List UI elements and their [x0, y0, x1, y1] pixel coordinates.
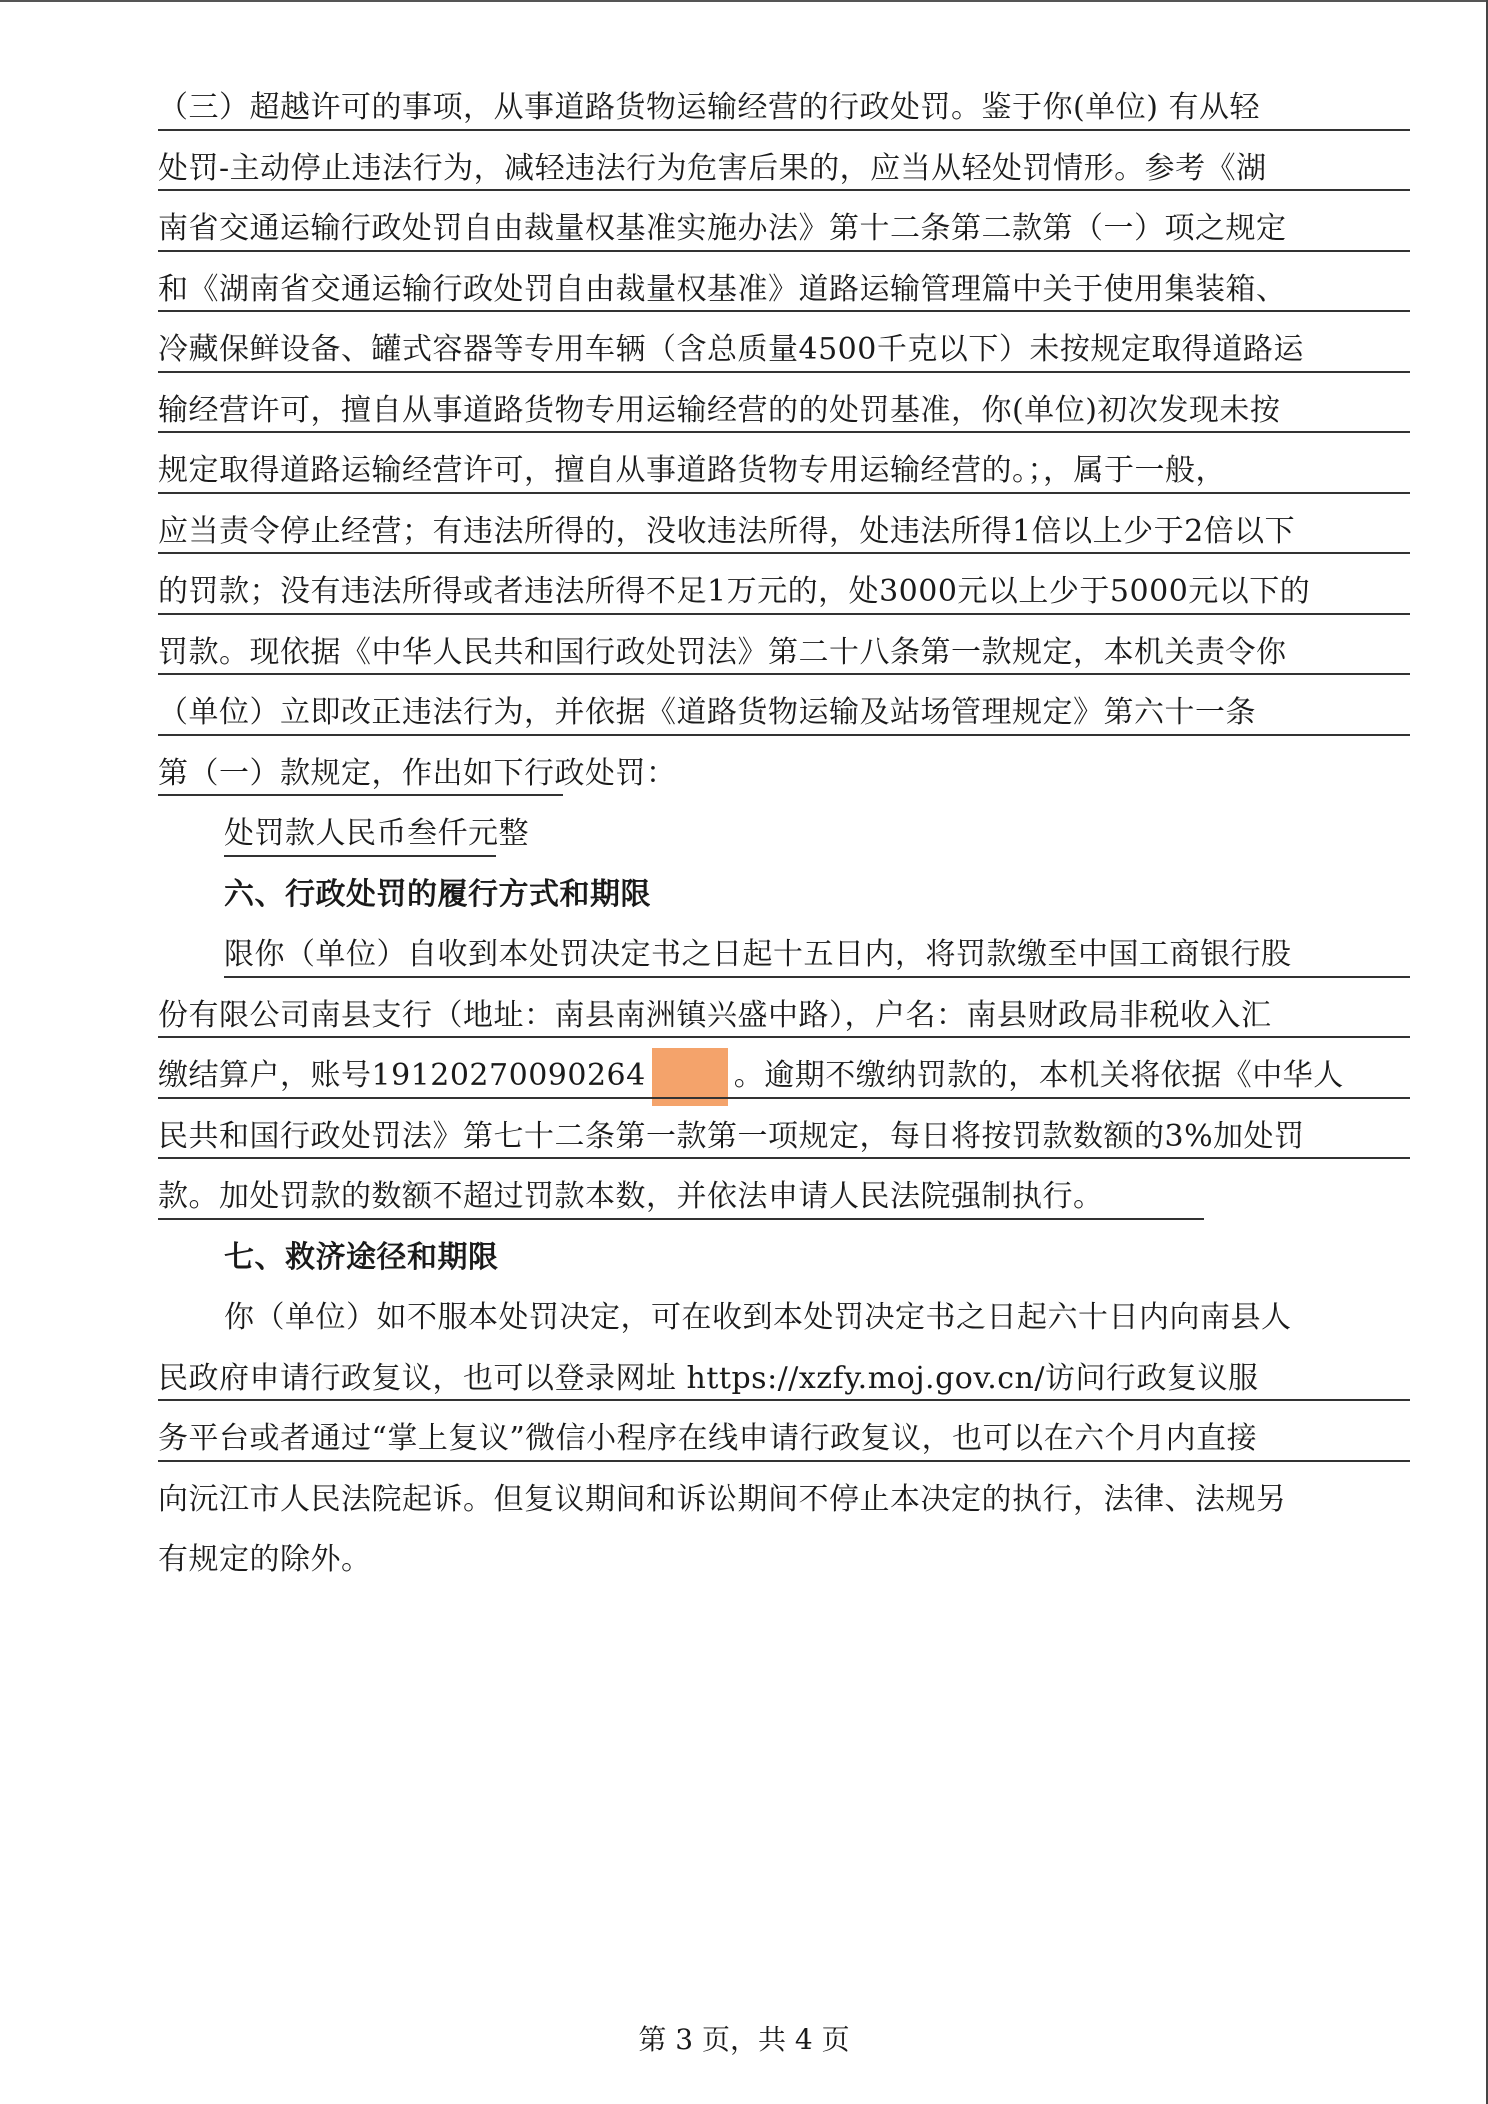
- body-line: 输经营许可，擅自从事道路货物专用运输经营的的处罚基准，你(单位)初次发现未按: [158, 381, 1410, 442]
- body-line: 规定取得道路运输经营许可，擅自从事道路货物专用运输经营的。；，属于一般，: [158, 441, 1410, 502]
- body-line: 务平台或者通过“掌上复议”微信小程序在线申请行政复议，也可以在六个月内直接: [158, 1409, 1410, 1470]
- body-line: 有规定的除外。: [158, 1542, 372, 1577]
- body-line: 份有限公司南县支行（地址：南县南洲镇兴盛中路），户名：南县财政局非税收入汇: [158, 986, 1410, 1047]
- penalty-amount: 处罚款人民币叁仟元整: [158, 804, 1410, 865]
- body-line: 你（单位）如不服本处罚决定，可在收到本处罚决定书之日起六十日内向南县人: [224, 1300, 1292, 1335]
- section-heading-7: 七、救济途径和期限: [224, 1239, 499, 1275]
- body-line: 南省交通运输行政处罚自由裁量权基准实施办法》第十二条第二款第（一）项之规定: [158, 199, 1410, 260]
- body-line: （单位）立即改正违法行为，并依据《道路货物运输及站场管理规定》第六十一条: [158, 683, 1410, 744]
- body-line: 罚款。现依据《中华人民共和国行政处罚法》第二十八条第一款规定，本机关责令你: [158, 623, 1410, 684]
- body-line: （三）超越许可的事项，从事道路货物运输经营的行政处罚。鉴于你(单位) 有从轻: [158, 78, 1410, 139]
- body-line: 向沅江市人民法院起诉。但复议期间和诉讼期间不停止本决定的执行，法律、法规另: [158, 1481, 1287, 1517]
- body-line: 冷藏保鲜设备、罐式容器等专用车辆（含总质量4500千克以下）未按规定取得道路运: [158, 320, 1410, 381]
- body-line: 和《湖南省交通运输行政处罚自由裁量权基准》道路运输管理篇中关于使用集装箱、: [158, 260, 1410, 321]
- account-text: 缴结算户，账号19120270090264: [158, 1058, 646, 1093]
- body-line: 款。加处罚款的数额不超过罚款本数，并依法申请人民法院强制执行。: [158, 1167, 1410, 1228]
- page-top-border: [0, 0, 1488, 2]
- body-line: 第（一）款规定，作出如下行政处罚：: [158, 744, 1410, 805]
- document-body: [158, 78, 1410, 1591]
- account-text-after: 。逾期不缴纳罚款的，本机关将依据《中华人: [733, 1058, 1344, 1093]
- account-line: [158, 1046, 1410, 1107]
- redaction-block: [652, 1048, 728, 1106]
- body-line: 限你（单位）自收到本处罚决定书之日起十五日内，将罚款缴至中国工商银行股: [158, 925, 1410, 986]
- body-line: 民共和国行政处罚法》第七十二条第一款第一项规定，每日将按罚款数额的3%加处罚: [158, 1107, 1410, 1168]
- page-number: 第 3 页，共 4 页: [638, 2023, 850, 2056]
- body-line: 的罚款；没有违法所得或者违法所得不足1万元的，处3000元以上少于5000元以下的: [158, 562, 1410, 623]
- body-line: 处罚-主动停止违法行为，减轻违法行为危害后果的，应当从轻处罚情形。参考《湖: [158, 139, 1410, 200]
- body-line: 民政府申请行政复议，也可以登录网址 https://xzfy.moj.gov.cn/访问行政复议服: [158, 1349, 1410, 1410]
- body-line: 应当责令停止经营；有违法所得的，没收违法所得，处违法所得1倍以上少于2倍以下: [158, 502, 1410, 563]
- section-heading-6: 六、行政处罚的履行方式和期限: [224, 876, 651, 912]
